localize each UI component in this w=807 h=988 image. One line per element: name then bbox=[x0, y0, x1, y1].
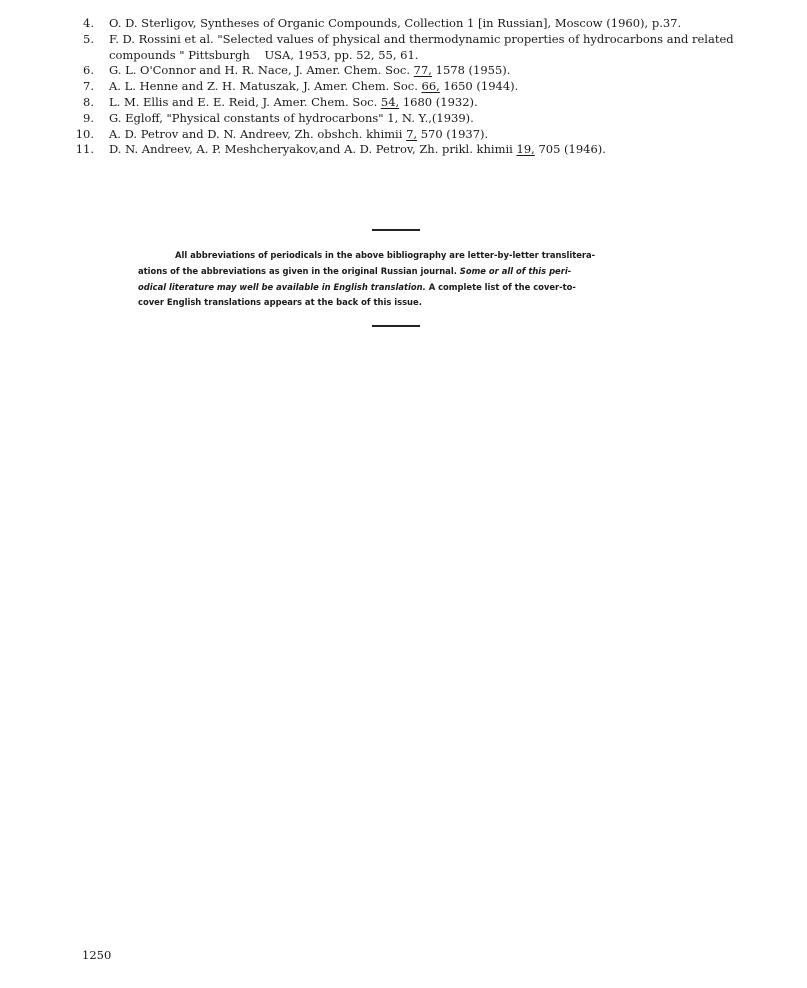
top-divider bbox=[372, 229, 420, 231]
volume-number: 77, bbox=[413, 63, 432, 78]
bottom-divider bbox=[372, 325, 420, 327]
reference-6 bbox=[70, 63, 790, 79]
reference-text: O. D. Sterligov, Syntheses of Organic Compounds, Collection 1 [in Russian], Moscow (1960), p.37. bbox=[109, 16, 682, 30]
note-italic: Some or all of this peri- bbox=[459, 265, 572, 276]
reference-8 bbox=[70, 95, 790, 111]
reference-number: 4. bbox=[83, 16, 94, 30]
note-line-2: ations of the abbreviations as given in the original Russian journal. Some or all of this peri- bbox=[138, 265, 572, 276]
reference-text: G. L. O'Connor and H. R. Nace, J. Amer. Chem. Soc. 77, 1578 (1955). bbox=[109, 63, 511, 78]
reference-number: 9. bbox=[83, 110, 94, 125]
reference-number: 11. bbox=[75, 142, 94, 157]
reference-10 bbox=[70, 127, 790, 143]
reference-number: 8. bbox=[83, 94, 94, 109]
reference-number: 5. bbox=[83, 31, 94, 46]
reference-number: 6. bbox=[83, 63, 94, 78]
reference-text: A. L. Henne and Z. H. Matuszak, J. Amer. Chem. Soc. 66, 1650 (1944). bbox=[109, 79, 519, 94]
volume-number: 7, bbox=[406, 126, 418, 141]
reference-5-continuation: compounds " Pittsburgh USA, 1953, pp. 52, 55, 61. bbox=[109, 47, 419, 62]
reference-text: D. N. Andreev, A. P. Meshcheryakov,and A. D. Petrov, Zh. prikl. khimii 19, 705 (1946). bbox=[109, 142, 606, 157]
reference-5 bbox=[70, 32, 790, 48]
reference-11 bbox=[70, 142, 790, 158]
reference-number: 10. bbox=[75, 126, 94, 141]
note-line-4: cover English translations appears at the back of this issue. bbox=[138, 297, 422, 308]
volume-number: 54, bbox=[380, 94, 400, 109]
reference-number: 7. bbox=[83, 79, 94, 94]
reference-text: L. M. Ellis and E. E. Reid, J. Amer. Chem. Soc. 54, 1680 (1932). bbox=[109, 94, 478, 109]
reference-9 bbox=[70, 111, 790, 127]
reference-text: A. D. Petrov and D. N. Andreev, Zh. obshch. khimii 7, 570 (1937). bbox=[109, 126, 489, 141]
volume-number: 66, bbox=[421, 79, 440, 94]
reference-text: G. Egloff, "Physical constants of hydrocarbons" 1, N. Y.,(1939). bbox=[109, 110, 474, 125]
volume-number: 19, bbox=[516, 142, 535, 157]
page-number: 1250 bbox=[82, 948, 112, 962]
reference-text: F. D. Rossini et al. "Selected values of physical and thermodynamic properties of hydrocarbons and related bbox=[109, 31, 734, 46]
translation-note bbox=[138, 248, 644, 311]
note-line-3: odical literature may well be available in English translation. A complete list of the cover-to- bbox=[138, 281, 576, 292]
reference-7 bbox=[70, 79, 790, 95]
reference-list bbox=[70, 16, 790, 158]
note-line-1: All abbreviations of periodicals in the above bibliography are letter-by-letter translitera- bbox=[175, 250, 596, 260]
reference-4 bbox=[70, 16, 790, 32]
note-italic: odical literature may well be available in English translation. bbox=[138, 281, 426, 292]
